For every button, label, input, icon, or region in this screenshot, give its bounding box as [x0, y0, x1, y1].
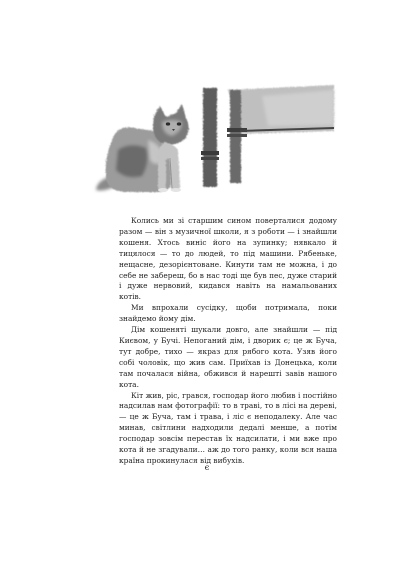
cat-illustration [96, 104, 189, 192]
bench-illustration [201, 85, 334, 187]
paragraph: Кіт жив, ріс, грався, господар його любив і постійно надсилав нам фотографії: то в траві, то в лісі на дереві, — це ж Буча, там і трава, і ліс є неподалеку. Але час минав, світлини надходили дедалі менше, а потім господар зовсім перестав їх надсилати, і ми вже про кота й не згадували… аж до того ранку, коли вся наша країна прокинулася від вибухів. [119, 390, 337, 465]
paragraph: Колись ми зі старшим сином поверталися додому разом — він з музичної школи, я з роботи — і знайшли кошеня. Хтось виніс його на зупинку; нявкало й тицялося — то до людей, то під машини. Рябеньке, нещасне, дезорієнтоване. Кинути там не можна, і до себе не забереш, бо в нас тоді ще був пес, дуже старий і дуже нервовий, кидався навіть на намальованих котів. [119, 216, 337, 302]
page-number: є [204, 463, 210, 473]
story-text [119, 216, 337, 467]
cat-and-bench-illustration [0, 0, 414, 210]
paragraph: Ми впрохали сусідку, щоби потримала, поки знайдемо йому дім. [119, 303, 337, 324]
paragraph: Дім кошеняті шукали довго, але знайшли — під Києвом, у Бучі. Непоганий дім, і дворик є; це ж Буча, тут добре, тихо — якраз для рябого кота. Узяв його собі чоловік, що жив сам. Приїхав із Донецька, коли там почалася війна, обжився й нарешті завів нашого кота. [119, 325, 337, 389]
